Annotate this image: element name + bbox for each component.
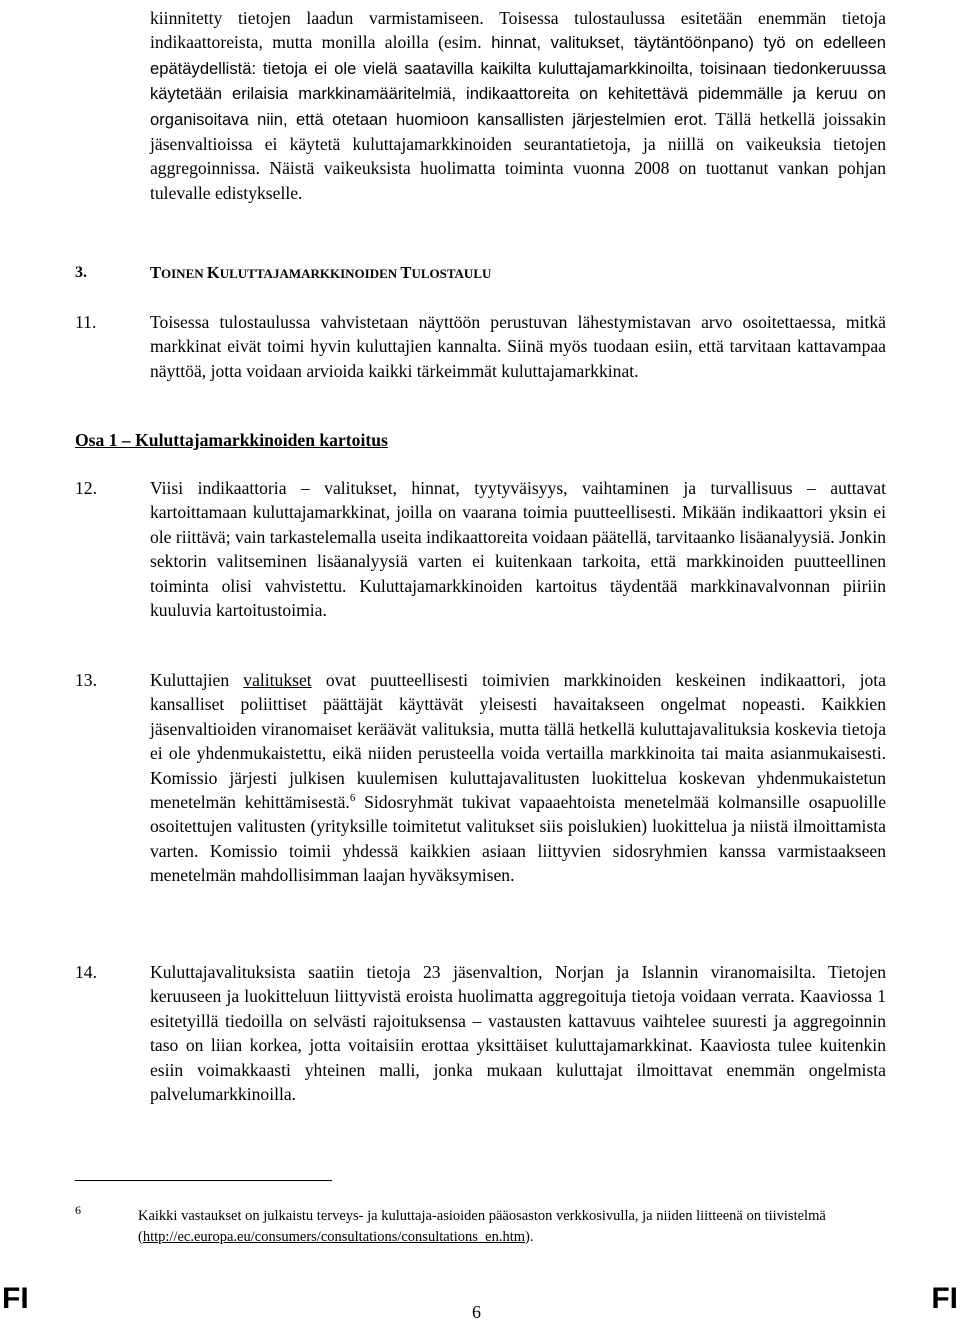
page-number: 6 [472, 1302, 481, 1322]
section-3-number: 3. [75, 264, 87, 281]
paragraph-14-number: 14. [75, 962, 97, 982]
paragraph-12: Viisi indikaattoria – valitukset, hinnat, tyytyväisyys, vaihtaminen ja turvallisuus – auttavat kartoittamaan kuluttajamarkkinat, joilla on vaarana toimia puutteellisesti. Mikään indikaattori yksin ei ole riittävä; vain tarkastelemalla useita indikaattoreita voidaan päätellä, tarvitaanko lisäanalyysiä. Jonkin sektorin valitseminen lisäanalyysiä varten ei kuitenkaan tarkoita, että markkinoiden puutteellinen toiminta olisi vahvistettu. Kuluttajamarkkinoiden kartoitus täydentää markkinavalvonnan piiriin kuuluvia kartoitustoimia. [150, 478, 886, 621]
continuation-text-c: Tällä hetkellä joissakin jäsenvaltioissa ei käytetä kuluttajamarkkinoiden seurantatietoja, ja niillä on vaikeuksia tietojen aggregoinnissa. Näistä vaikeuksista huolimatta toiminta vuonna 2008 on tuottanut vankan pohjan tulevalle edistykselle. [150, 108, 886, 203]
footnote-text: Kaikki vastaukset on julkaistu terveys- ja kuluttaja-asioiden pääosaston verkkosivulla, ja niiden liitteenä on tiivistelmä (http://ec.europa.eu/consumers/consultations/consultations_en.htm). [138, 1208, 826, 1245]
continuation-text-b: hinnat, valitukset, täytäntöönpano) työ on edelleen epätäydellistä: tietoja ei ole vielä saatavilla kaikilta kuluttajamarkkinoilta, toisinaan tiedonkeruussa käytetään erilaisia markkinamääritelmiä, indikaattoreita on kehitettävä pidemmälle ja keruu on organisoitava niin, että otetaan huomioon kansallisten järjestelmien erot. [150, 33, 886, 129]
footnote-divider [75, 1180, 332, 1181]
footnote-ref-6[interactable]: 6 [349, 792, 356, 805]
part-1-heading: Osa 1 – Kuluttajamarkkinoiden kartoitus [75, 430, 388, 450]
footnote-number: 6 [75, 1203, 81, 1217]
paragraph-13: Kuluttajien valitukset ovat puutteellisesti toimivien markkinoiden keskeinen indikaattori, jota kansalliset poliittiset päättäjät käyttävät yleisesti havaitakseen ongelmat nopeasti. Kaikkien jäsenvaltioiden viranomaiset keräävät valituksia, mutta tällä hetkellä kuluttajavalituksia koskevia tietoja ei ole yhdenmukaistettu, eikä niiden perusteella voida vertailla markkinoita tai maita asianmukaisesti. Komissio järjesti julkisen kuulemisen kuluttajavalitusten luokittelua koskevan yhdenmukaistetun menetelmän kehittämisestä.$^6$ Sidosryhmät tukivat vapaaehtoista menetelmää kolmansille osapuolille osoitettujen valitusten (yrityksille toimitetut valitukset siis poislukien) luokittelua ja niistä ilmoittamista varten. Komissio toimii yhdessä kaikkien asiaan liittyvien sidosryhmien kanssa varmistaakseen menetelmän mahdollisimman laajan hyväksymisen. [150, 670, 886, 886]
section-3-title: TOINEN KULUTTAJAMARKKINOIDEN TULOSTAULU [150, 263, 492, 282]
paragraph-11: Toisessa tulostaulussa vahvistetaan näyttöön perustuvan lähestymistavan arvo osoitettaessa, mitkä markkinat eivät toimi hyvin kuluttajien kannalta. Siinä myös tuodaan esiin, että tarvitaan kattavampaa näyttöä, jotta voidaan arvioida kaikki tärkeimmät kuluttajamarkkinat. [150, 312, 886, 381]
continuation-paragraph [150, 6, 886, 205]
paragraph-14: Kuluttajavalituksista saatiin tietoja 23 jäsenvaltion, Norjan ja Islannin viranomaisilta. Tietojen keruuseen ja luokitteluun liittyvistä eroista huolimatta aggregoituja tietoja voidaan verrata. Kaaviossa 1 esitetyillä tiedoilla on selvästi rajoituksensa – vastausten kattavuus vaihtelee suuresti ja aggregoinnin taso on liian korkea, jotta voitaisiin erottaa yksittäiset kuluttajamarkkinat. Kaaviosta tulee kuitenkin esiin voimakkaasti yhteinen malli, jonka mukaan kuluttajat ilmoittavat enemmän ongelmista palvelumarkkinoilla. [150, 962, 886, 1105]
footnote-link[interactable]: http://ec.europa.eu/consumers/consultations/consultations_en.htm [142, 1229, 526, 1245]
paragraph-11-number: 11. [75, 312, 97, 332]
valitukset-underlined: valitukset [243, 670, 312, 690]
continuation-text-a: kiinnitetty tietojen laadun varmistamiseen. Toisessa tulostaulussa esitetään enemmän tietoja indikaattoreista, mutta monilla aloilla (esim. [150, 8, 886, 53]
paragraph-12-number: 12. [75, 478, 97, 498]
footer-language-left: FI [2, 1282, 29, 1315]
paragraph-13-number: 13. [75, 670, 97, 690]
footer-language-right: FI [931, 1282, 958, 1315]
